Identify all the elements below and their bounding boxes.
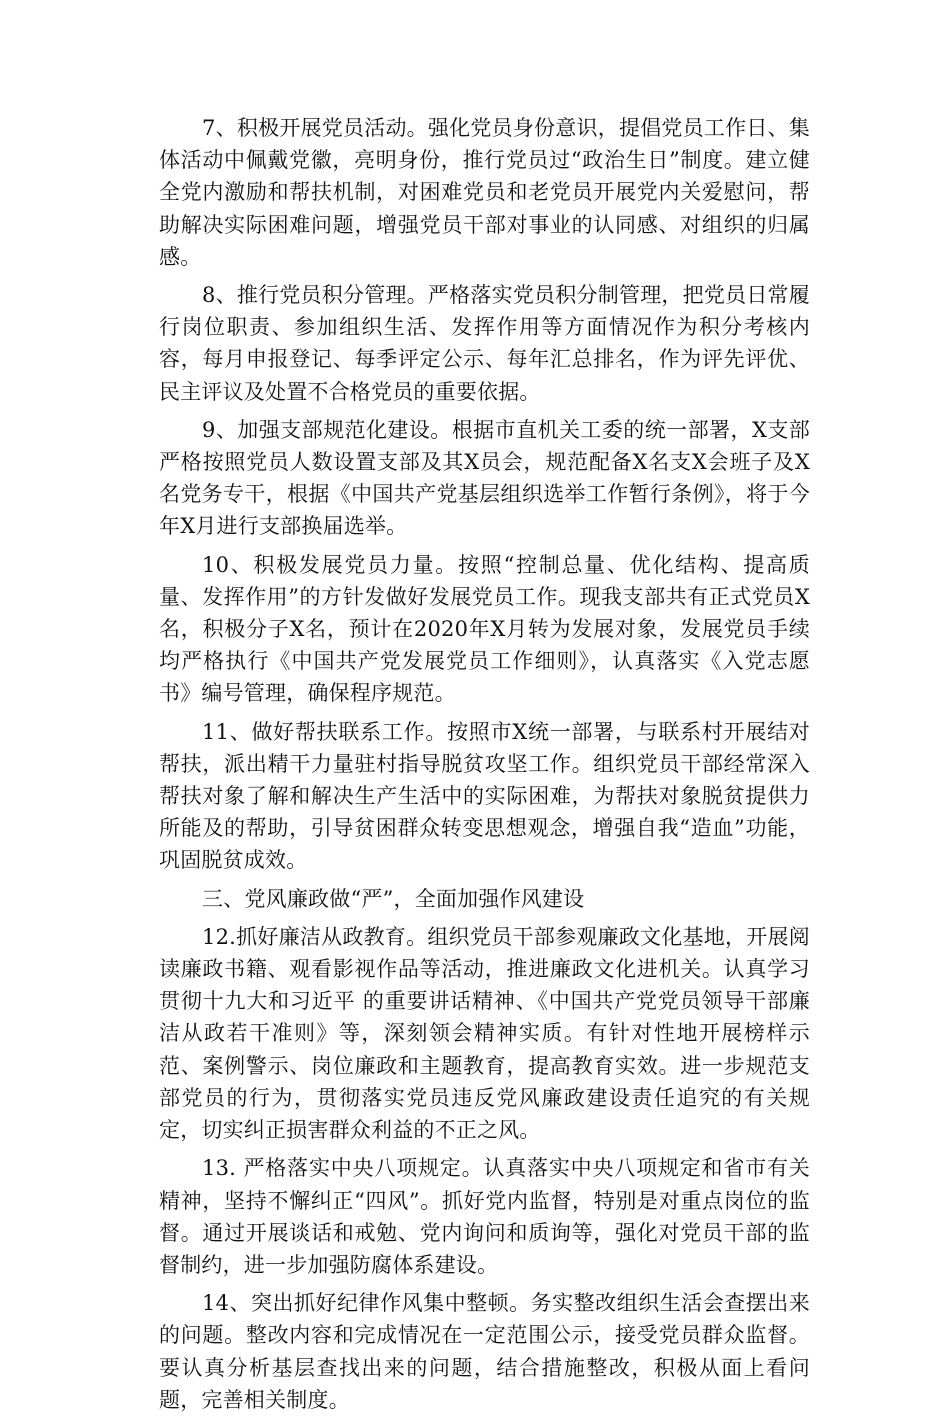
paragraph-10: 10、积极发展党员力量。按照“控制总量、优化结构、提高质量、发挥作用”的方针发做好发展党员工作。现我支部共有正式党员X名，积极分子X名，预计在2020年X月转为发展对象，发展党员手续均严格执行《中国共产党发展党员工作细则》，认真落实《入党志愿书》编号管理，确保程序规范。 [159,552,810,706]
paragraph-9: 9、加强支部规范化建设。根据市直机关工委的统一部署，X支部严格按照党员人数设置支部及其X员会，规范配备X名支X会班子及X名党务专干，根据《中国共产党基层组织选举工作暂行条例》，将于今年X月进行支部换届选举。 [159,417,810,539]
paragraph-8: 8、推行党员积分管理。严格落实党员积分制管理，把党员日常履行岗位职责、参加组织生活、发挥作用等方面情况作为积分考核内容，每月申报登记、每季评定公示、每年汇总排名，作为评先评优、民主评议及处置不合格党员的重要依据。 [159,283,810,404]
paragraph-14: 14、突出抓好纪律作风集中整顿。务实整改组织生活会查摆出来的问题。整改内容和完成情况在一定范围公示，接受党员群众监督。要认真分析基层查找出来的问题，结合措施整改，积极从面上看问题，完善相关制度。 [159,1291,810,1412]
section-heading: 三、党风廉政做“严”，全面加强作风建设 [202,886,585,911]
paragraph-7: 7、积极开展党员活动。强化党员身份意识，提倡党员工作日、集体活动中佩戴党徽，亮明身份，推行党员过“政治生日”制度。建立健全党内激励和帮扶机制，对困难党员和老党员开展党内关爱慰问，帮助解决实际困难问题，增强党员干部对事业的认同感、对组织的归属感。 [159,116,810,269]
document-body [159,112,810,1422]
paragraph-11: 11、做好帮扶联系工作。按照市X统一部署，与联系村开展结对帮扶，派出精干力量驻村指导脱贫攻坚工作。组织党员干部经常深入帮扶对象了解和解决生产生活中的实际困难，为帮扶对象脱贫提供力所能及的帮助，引导贫困群众转变思想观念，增强自我“造血”功能，巩固脱贫成效。 [159,719,810,873]
paragraph-13: 13. 严格落实中央八项规定。认真落实中央八项规定和省市有关精神，坚持不懈纠正“四风”。抓好党内监督，特别是对重点岗位的监督。通过开展谈话和戒勉、党内询问和质询等，强化对党员干部的监督制约，进一步加强防腐体系建设。 [159,1156,810,1277]
paragraph-12: 12.抓好廉洁从政教育。组织党员干部参观廉政文化基地，开展阅读廉政书籍、观看影视作品等活动，推进廉政文化进机关。认真学习贯彻十九大和习近平 的重要讲话精神、《中国共产党党员领导干部廉洁从政若干准则》等，深刻领会精神实质。有针对性地开展榜样示范、案例警示、岗位廉政和主题教育，提高教育实效。进一步规范支部党员的行为，贯彻落实党员违反党风廉政建设责任追究的有关规定，切实纠正损害群众利益的不正之风。 [159,924,810,1143]
